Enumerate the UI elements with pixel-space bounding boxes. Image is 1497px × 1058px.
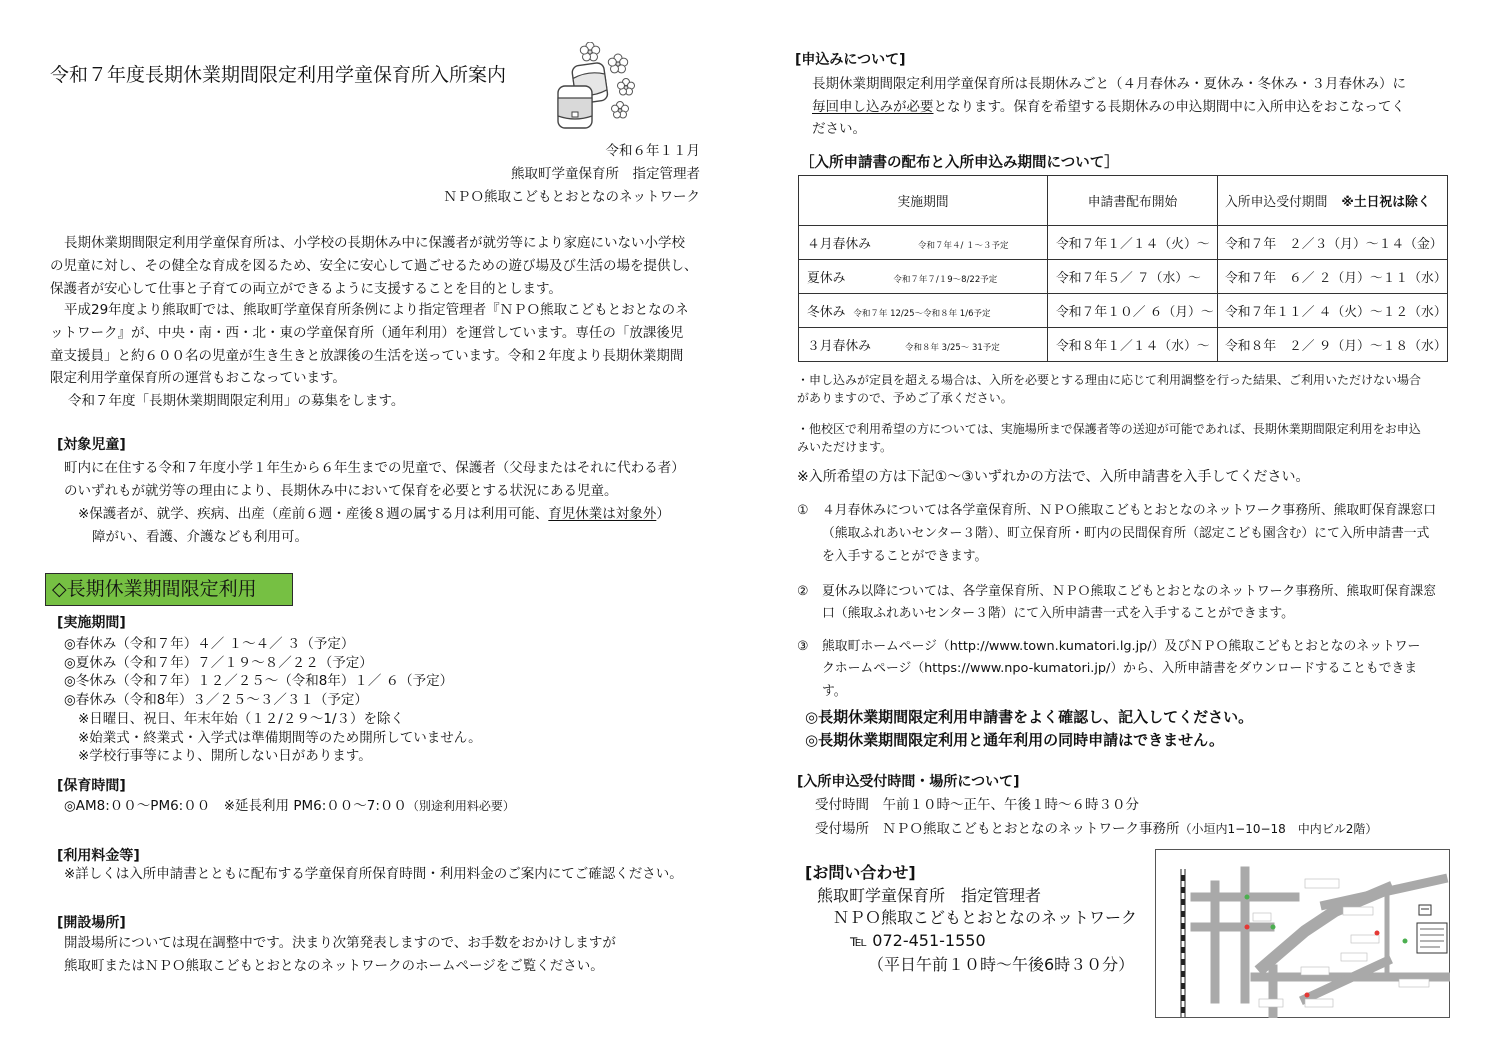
- table-row: [799, 260, 1448, 294]
- reception-place-address: （小垣内1−10−18 中内ビル2階）: [1179, 822, 1378, 836]
- table-cell-application: 令和８年 ２／ ９（月）～１８（水）: [1218, 328, 1448, 362]
- map-label: [1253, 913, 1271, 921]
- contact-heading: [お問い合わせ]: [805, 863, 916, 882]
- map-marker: [1403, 939, 1408, 944]
- table-header-application-note: ※土日祝は除く: [1341, 195, 1431, 210]
- period-dates: 令和７年 12/25～令和８年 1/6予定: [853, 309, 991, 319]
- contact-org-line-2: ＮＰＯ熊取こどもとおとなのネットワーク: [833, 908, 1138, 927]
- target-line: 町内に在住する令和７年度小学１年生から６年生までの児童で、保護者（父母またはそれに代わる者）: [64, 460, 685, 476]
- application-line: ださい。: [812, 121, 866, 137]
- fees-heading: [利用料金等]: [57, 848, 140, 864]
- application-heading: [申込みについて]: [795, 52, 906, 68]
- application-line: [812, 98, 1405, 116]
- period-name: 冬休み: [807, 305, 846, 320]
- map-label: [1301, 967, 1329, 975]
- organization-line-2: ＮＰＯ熊取こどもとおとなのネットワーク: [443, 189, 700, 205]
- table-title: ［入所申請書の配布と入所申込み期間について］: [800, 155, 1119, 171]
- table-header-application: [1218, 176, 1448, 226]
- table-row: [799, 294, 1448, 328]
- application-line: 長期休業期間限定利用学童保育所は長期休みごと（４月春休み・夏休み・冬休み・３月春休み）に: [812, 76, 1406, 92]
- table-header-row: [799, 176, 1448, 226]
- note-line: みいただけます。: [797, 440, 893, 454]
- period-item: ◎冬休み（令和７年）１２／２５～（令和8年）１／ ６（予定）: [64, 673, 454, 689]
- table-cell-distribution: 令和７年５／ ７（水）～: [1048, 260, 1218, 294]
- table-cell-period: [799, 260, 1048, 294]
- map-label: [1341, 953, 1367, 961]
- reception-time: 受付時間 午前１０時～正午、午後１時～６時３０分: [815, 797, 1139, 813]
- application-underlined: 毎回申し込みが必要: [812, 99, 934, 115]
- table-header-distribution: 申請書配布開始: [1048, 176, 1218, 226]
- map-marker: [1245, 925, 1250, 930]
- location-line: 開設場所については現在調整中です。決まり次第発表しますので、お手数をおかけしますが: [64, 935, 616, 951]
- method-line: クホームページ（https://www.npo-kumatori.jp/）から、入所申請書をダウンロードすることもできま: [822, 661, 1418, 676]
- table-cell-period: [799, 226, 1048, 260]
- period-name: ３月春休み: [807, 339, 871, 354]
- period-dates: 令和７年４/ １～３予定: [917, 241, 1009, 251]
- important-notice: ◎長期休業期間限定利用と通年利用の同時申請はできません。: [805, 731, 1224, 749]
- method-marker: ③: [797, 639, 809, 654]
- table-cell-application: 令和７年 ６／ ２（月）～１１（水）: [1218, 260, 1448, 294]
- intro-line: 童支援員」と約６００名の児童が生き生きと放課後の生活を送っています。令和２年度より長期休業期間: [50, 348, 684, 364]
- map-label: [1399, 979, 1429, 987]
- map-marker: [1305, 993, 1310, 998]
- period-dates: 令和８年 3/25～ 31予定: [904, 343, 1000, 353]
- map-label: [1343, 907, 1373, 915]
- map-label: [1305, 879, 1339, 888]
- period-item: ◎春休み（令和8年）３／２５～３／３１（予定）: [64, 692, 368, 708]
- flower-icon: [618, 79, 635, 96]
- instruction: ※入所希望の方は下記①～③いずれかの方法で、入所申請書を入手してください。: [797, 469, 1310, 485]
- method-line: を入手することができます。: [822, 549, 988, 564]
- flower-icon: [608, 54, 627, 73]
- hours-heading: [保育時間]: [57, 778, 126, 794]
- destination-frame: [1417, 923, 1447, 953]
- map-label: [1351, 935, 1379, 943]
- period-dates: 令和７年７/１9～8/22予定: [893, 275, 998, 285]
- intro-line: ットワーク』が、中央・南・西・北・東の学童保育所（通年利用）を運営しています。専任の「放課後児: [50, 325, 684, 341]
- document-title: 令和７年度長期休業期間限定利用学童保育所入所案内: [50, 64, 507, 86]
- table-cell-distribution: 令和７年１／１４（火）～: [1048, 226, 1218, 260]
- method-line: 熊取町ホームページ（http://www.town.kumatori.lg.jp/）及びＮＰＯ熊取こどもとおとなのネットワー: [822, 639, 1421, 654]
- target-note-close: ）: [656, 506, 670, 522]
- intro-line: 令和７年度「長期休業期間限定利用」の募集をします。: [68, 393, 405, 409]
- location-line: 熊取町またはＮＰＯ熊取こどもとおとなのネットワークのホームページをご覧ください。: [64, 958, 604, 974]
- target-note-underlined: 育児休業は対象外: [548, 506, 657, 522]
- table-cell-period: [799, 328, 1048, 362]
- table-cell-period: [799, 294, 1048, 328]
- table-header-application-label: 入所申込受付期間: [1225, 195, 1328, 210]
- table-cell-application: 令和７年１１／ ４（火）～１２（水）: [1218, 294, 1448, 328]
- period-note: ※始業式・終業式・入学式は準備期間等のため開所していません。: [78, 730, 482, 746]
- period-item: ◎春休み（令和７年）４／ １～４／ ３（予定）: [64, 636, 355, 652]
- fees-text: ※詳しくは入所申請書とともに配布する学童保育所保育時間・利用料金のご案内にてご確認ください。: [64, 866, 683, 882]
- period-name: ４月春休み: [807, 237, 871, 252]
- reception-place-text: 受付場所 ＮＰＯ熊取こどもとおとなのネットワーク事務所: [815, 821, 1180, 837]
- map-label: [1305, 999, 1333, 1007]
- method-line: す。: [822, 684, 847, 699]
- location-heading: [開設場所]: [57, 915, 126, 931]
- building-icon: [1419, 905, 1431, 915]
- method-line: 夏休み以降については、各学童保育所、ＮＰＯ熊取こどもとおとなのネットワーク事務所、熊取町保育課窓: [822, 584, 1436, 599]
- table-row: [799, 328, 1448, 362]
- period-item: ◎夏休み（令和７年）７／１９～８／２２（予定）: [64, 655, 373, 671]
- contact-hours: （平日午前１０時～午後6時３０分）: [868, 955, 1135, 974]
- target-note: [78, 505, 670, 523]
- flower-icon: [612, 102, 629, 119]
- table-cell-distribution: 令和８年１／１４（水）～: [1048, 328, 1218, 362]
- school-bag-flowers-illustration: [546, 42, 638, 134]
- intro-line: 保護者が安心して仕事と子育ての両立ができるように支援することを目的とします。: [50, 281, 562, 297]
- method-line: （熊取ふれあいセンター３階）、町立保育所・町内の民間保育所（認定こども園含む）にて入所申請書一式: [822, 526, 1430, 541]
- location-map: [1155, 849, 1450, 1018]
- application-line-rest: となります。保育を希望する長期休みの申込期間中に入所申込をおこなってく: [933, 99, 1405, 115]
- method-line: 口（熊取ふれあいセンター３階）にて入所申請書一式を入手することができます。: [822, 606, 1294, 621]
- intro-line: の児童に対し、その健全な育成を図るため、安全に安心して過ごせるための遊び場及び生活の場を提供し、: [50, 258, 698, 274]
- table-header-period: 実施期間: [799, 176, 1048, 226]
- intro-line: 長期休業期間限定利用学童保育所は、小学校の長期休み中に保護者が就労等により家庭にいない小学校: [64, 235, 685, 251]
- table-cell-distribution: 令和７年１０／ ６（月）～: [1048, 294, 1218, 328]
- map-label: [1259, 999, 1283, 1007]
- note-line: ・他校区で利用希望の方については、実施場所まで保護者等の送迎が可能であれば、長期休業期間限定利用をお申込: [797, 422, 1421, 436]
- flower-icon: [580, 42, 599, 61]
- period-note: ※学校行事等により、開所しない日があります。: [78, 748, 372, 764]
- method-marker: ①: [797, 503, 809, 518]
- schedule-table: [798, 175, 1448, 362]
- period-note: ※日曜日、祝日、年末年始（１２/２９～1/３）を除く: [78, 711, 404, 727]
- destination-box: [1417, 923, 1447, 953]
- reception-place: [815, 820, 1377, 838]
- intro-line: 平成29年度より熊取町では、熊取町学童保育所条例により指定管理者『ＮＰＯ熊取こどもとおとなのネ: [64, 302, 689, 318]
- map-marker: [1245, 895, 1250, 900]
- contact-phone: ℡ 072-451-1550: [850, 931, 986, 950]
- hours-line: [64, 797, 515, 815]
- period-heading: [実施期間]: [57, 615, 126, 631]
- school-bag-icon: [558, 86, 592, 128]
- hours-note: （別途利用料必要）: [406, 799, 515, 813]
- method-marker: ②: [797, 584, 809, 599]
- organization-line-1: 熊取町学童保育所 指定管理者: [511, 166, 700, 182]
- table-row: [799, 226, 1448, 260]
- note-line: がありますので、予めご了承ください。: [797, 391, 1013, 405]
- note-line: ・申し込みが定員を超える場合は、入所を必要とする理由に応じて利用調整を行った結果、ご利用いただけない場合: [797, 373, 1422, 387]
- important-notice: ◎長期休業期間限定利用申請書をよく確認し、記入してください。: [805, 708, 1254, 726]
- target-heading: [対象児童]: [57, 437, 126, 453]
- map-marker: [1271, 925, 1276, 930]
- method-line: ４月春休みについては各学童保育所、ＮＰＯ熊取こどもとおとなのネットワーク事務所、熊取町保育課窓口: [822, 503, 1436, 518]
- hours-text: ◎AM8:００～PM6:００ ※延長利用 PM6:００～7:００: [64, 798, 407, 814]
- map-marker: [1375, 931, 1380, 936]
- contact-org-line-1: 熊取町学童保育所 指定管理者: [817, 886, 1042, 905]
- reception-heading: [入所申込受付時間・場所について]: [797, 774, 1020, 790]
- section-banner: ◇長期休業期間限定利用: [45, 573, 293, 606]
- target-note-text: ※保護者が、就学、疾病、出産（産前６週・産後８週の属する月は利用可能、: [78, 506, 549, 522]
- period-name: 夏休み: [807, 271, 846, 286]
- target-line: のいずれもが就労等の理由により、長期休み中において保育を必要とする状況にある児童。: [64, 483, 618, 499]
- issue-date: 令和６年１１月: [605, 143, 700, 159]
- table-cell-application: 令和７年 ２／３（月）～１４（金）: [1218, 226, 1448, 260]
- intro-line: 限定利用学童保育所の運営もおこなっています。: [50, 370, 346, 386]
- target-note-line-2: 障がい、看護、介護なども利用可。: [92, 529, 308, 545]
